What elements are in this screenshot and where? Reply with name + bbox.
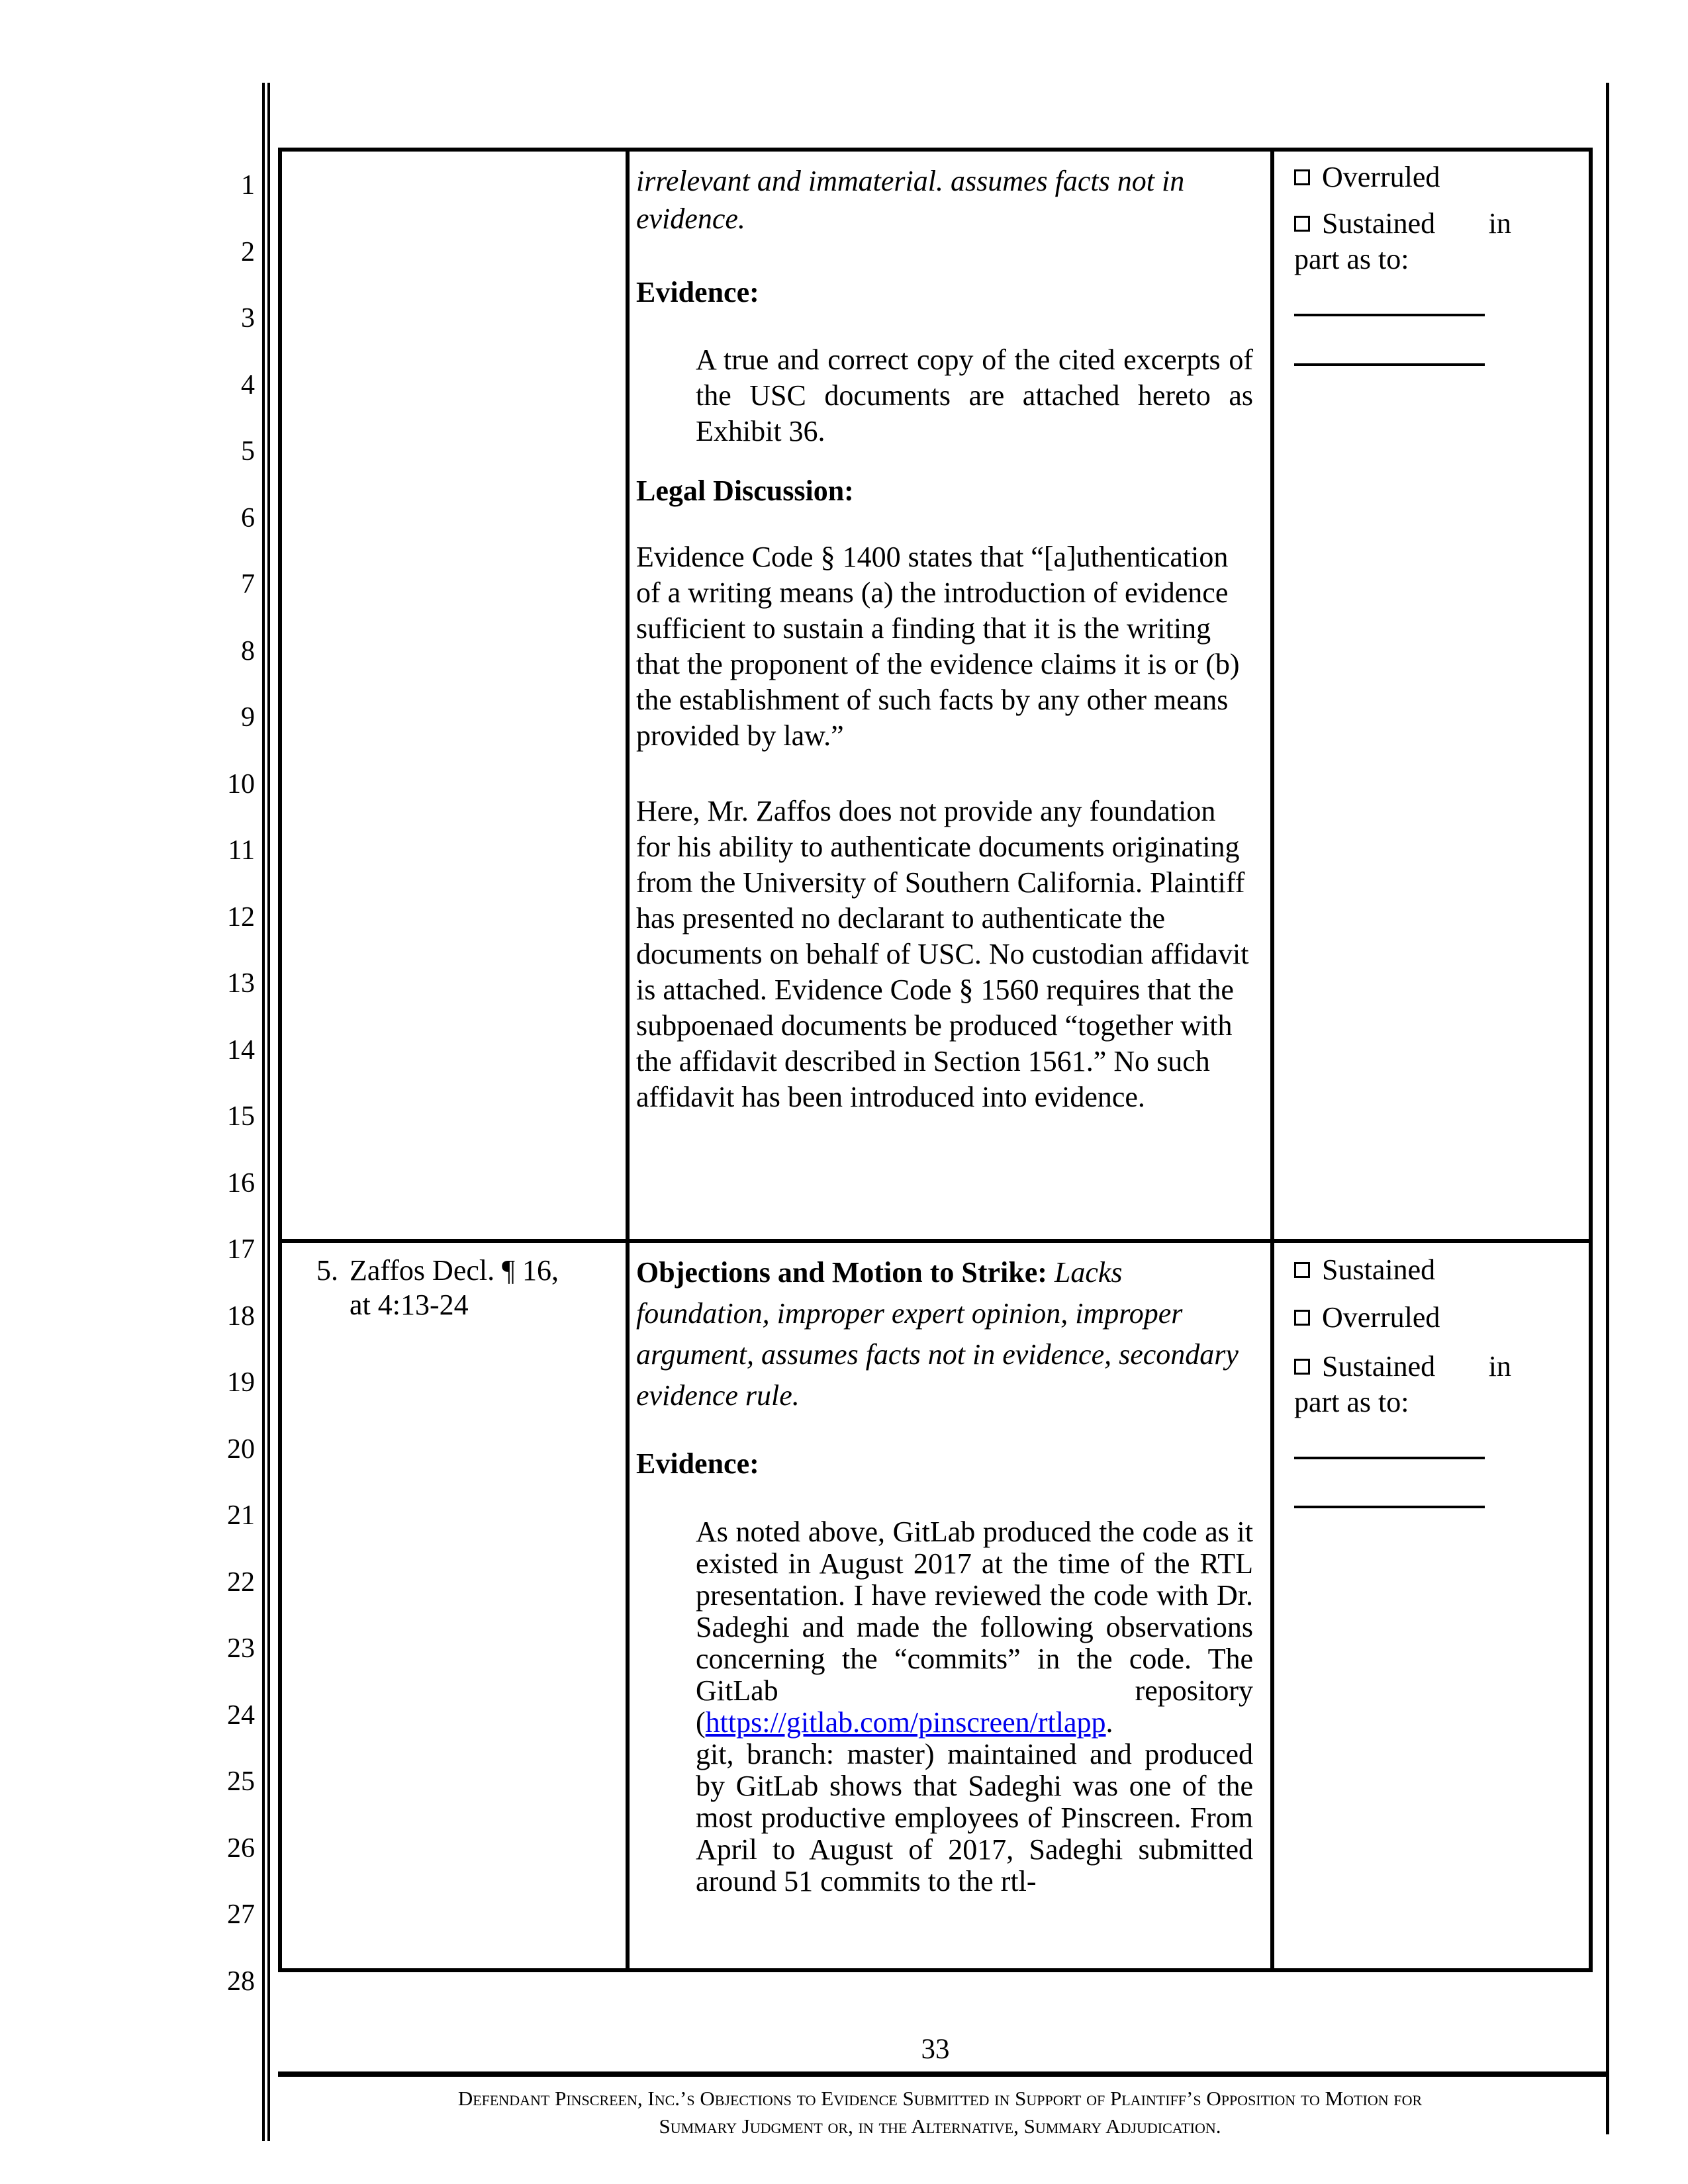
row2-option-sustained: [1294, 1252, 1511, 1288]
row2-evidence-post: git, branch: master) maintained and produced by GitLab shows that Sadeghi was one of the most productive employees of Pinscreen. From April to August of 2017, Sadeghi submitted around 51 commits to the rtl-: [696, 1738, 1253, 1897]
line-number: 4: [241, 369, 255, 400]
line-number: 24: [227, 1700, 255, 1731]
line-number: 27: [227, 1899, 255, 1930]
line-number: 15: [227, 1101, 255, 1132]
line-number: 14: [227, 1034, 255, 1066]
row2-evidence-pre: As noted above, GitLab produced the code as it existed in August 2017 at the time of the RTL presentation. I have reviewed the code with Dr. Sadeghi and made the following observations concerning the “commits” in the code. The GitLab repository: [696, 1516, 1253, 1707]
row2-option-overruled-label: Overruled: [1322, 1301, 1440, 1334]
row1-blank-field-2: [1294, 363, 1485, 366]
line-number: 19: [227, 1367, 255, 1398]
row2-blank-field-2: [1294, 1506, 1485, 1508]
line-number: 26: [227, 1833, 255, 1864]
footer-rule: [278, 2071, 1607, 2077]
row2-source-cell: [282, 1243, 626, 1968]
line-number: 21: [227, 1500, 255, 1531]
line-number: 2: [241, 236, 255, 267]
line-number: 3: [241, 303, 255, 334]
checkbox-icon: [1294, 1359, 1310, 1375]
row2-objection-paragraph: [636, 1252, 1253, 1416]
row1-carryover-text: irrelevant and immaterial. assumes facts not in evidence.: [636, 165, 1185, 235]
row1-sustained-rest: part as to:: [1294, 243, 1409, 275]
link-trailing-period: .: [1105, 1706, 1113, 1739]
row1-sustained-word: Sustained: [1322, 207, 1436, 240]
row1-objection-cell: [630, 152, 1270, 1239]
row2-sustained-word: Sustained: [1322, 1350, 1436, 1383]
row1-ruling-cell: [1274, 152, 1589, 1239]
line-number: 12: [227, 901, 255, 933]
line-number: 13: [227, 968, 255, 999]
row2-option-overruled: [1294, 1300, 1511, 1336]
row2-objection-grounds: Lacks foundation, improper expert opinion, improper argument, assumes facts not in evidence, secondary evidence rule.: [636, 1256, 1239, 1412]
row2-ruling-cell: [1274, 1243, 1589, 1968]
row2-evidence-paragraph: [696, 1516, 1253, 1897]
line-number: 8: [241, 635, 255, 666]
row2-sustained-in: in: [1488, 1350, 1511, 1383]
footer-title-line1: Defendant Pinscreen, Inc.’s Objections to Evidence Submitted in Support of Plaintiff’s Opposition to Motion for: [457, 2087, 1423, 2110]
line-number: 11: [228, 835, 255, 866]
line-number: 20: [227, 1433, 255, 1465]
row1-legal-paragraph-2: Here, Mr. Zaffos does not provide any foundation for his ability to authenticate documents originating from the University of Southern California. Plaintiff has presented no declarant to authenticate the documents on behalf of USC. No custodian affidavit is attached. Evidence Code § 1560 requires that the subpoenaed documents be produced “together with the affidavit described in Section 1561.” No such affidavit has been introduced into evidence.: [636, 795, 1249, 1113]
line-number-rail: [0, 0, 265, 2184]
line-number: 5: [241, 436, 255, 467]
row1-legal-paragraph-1: Evidence Code § 1400 states that “[a]uthentication of a writing means (a) the introduction of evidence sufficient to sustain a finding that it is the writing that the proponent of the evidence claims it is or (b) the establishment of such facts by any other means provided by law.”: [636, 541, 1240, 752]
line-number: 25: [227, 1766, 255, 1797]
row2-blank-field-1: [1294, 1457, 1485, 1459]
line-number: 6: [241, 502, 255, 533]
line-number: 9: [241, 702, 255, 733]
row2-evidence-heading: Evidence:: [636, 1447, 759, 1480]
checkbox-icon: [1294, 216, 1310, 232]
row1-evidence-text: A true and correct copy of the cited excerpts of the USC documents are attached hereto as Exhibit 36.: [696, 343, 1253, 447]
row1-option-overruled: [1294, 159, 1511, 195]
checkbox-icon: [1294, 1310, 1310, 1326]
row2-sustained-rest: part as to:: [1294, 1386, 1409, 1418]
row1-blank-field-1: [1294, 314, 1485, 316]
row2-objections-heading: Objections and Motion to Strike:: [636, 1256, 1047, 1289]
line-number: 16: [227, 1167, 255, 1199]
row1-legal-heading: Legal Discussion:: [636, 475, 854, 507]
row2-source-number: 5.: [316, 1254, 338, 1287]
row1-sustained-in: in: [1488, 207, 1511, 240]
line-number: 17: [227, 1234, 255, 1265]
line-number: 28: [227, 1966, 255, 1997]
footer-title-line2: Summary Judgment or, in the Alternative, Summary Adjudication.: [659, 2115, 1221, 2138]
row2-objection-cell: [630, 1243, 1270, 1968]
line-number: 22: [227, 1567, 255, 1598]
line-number: 18: [227, 1300, 255, 1332]
checkbox-icon: [1294, 1262, 1310, 1278]
objections-table: [278, 148, 1593, 1972]
page-number: 33: [921, 2034, 950, 2065]
row1-source-cell: [282, 152, 626, 1239]
gitlab-repository-link[interactable]: https://gitlab.com/pinscreen/rtlapp: [705, 1706, 1106, 1739]
row1-evidence-heading: Evidence:: [636, 276, 759, 308]
row2-option-sustained-label: Sustained: [1322, 1253, 1436, 1286]
checkbox-icon: [1294, 169, 1310, 185]
link-open-paren: (: [696, 1706, 706, 1739]
row2-source-citation: Zaffos Decl. ¶ 16, at 4:13-24: [350, 1254, 559, 1321]
pleading-double-rule-inner: [267, 83, 270, 2141]
row2-option-sustained-in-part: [1294, 1349, 1511, 1420]
row1-option-sustained-in-part: [1294, 206, 1511, 277]
row2-repository-line: [696, 1707, 1253, 1739]
footer-title: [271, 2085, 1609, 2140]
row1-option-overruled-label: Overruled: [1322, 161, 1440, 193]
page-right-rule: [1606, 83, 1609, 2134]
line-number: 7: [241, 569, 255, 600]
pleading-double-rule-outer: [262, 83, 265, 2141]
line-number: 1: [241, 170, 255, 201]
line-number: 23: [227, 1633, 255, 1664]
line-number: 10: [227, 768, 255, 799]
